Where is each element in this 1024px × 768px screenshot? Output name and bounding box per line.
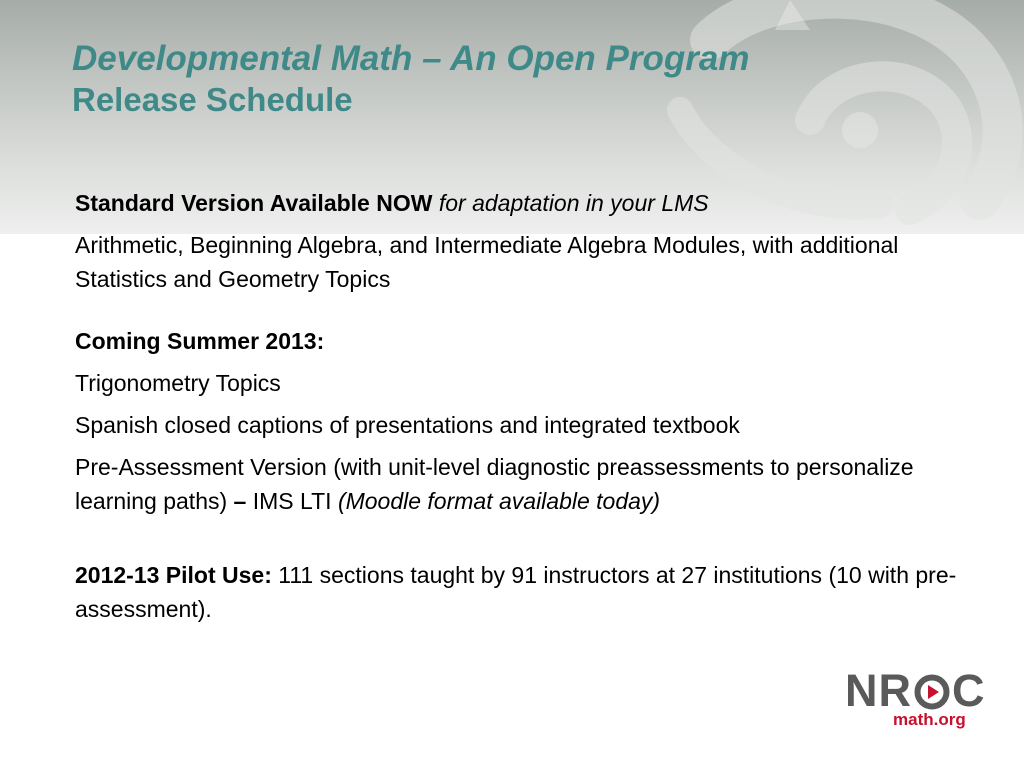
- logo-text-nr: NR: [845, 665, 912, 716]
- standard-heading-italic: for adaptation in your LMS: [438, 190, 709, 216]
- standard-heading-bold: Standard Version Available NOW: [75, 190, 433, 216]
- nroc-logo: [845, 665, 986, 734]
- pre-assessment-lti: IMS LTI: [252, 488, 332, 514]
- title-block: [72, 38, 952, 120]
- pre-assessment-moodle-note: (Moodle format available today): [337, 488, 661, 514]
- pilot-use-text: 111 sections taught by 91 instructors at 27 institutions (10 with pre-assessment).: [75, 562, 957, 622]
- coming-item-trigonometry: Trigonometry Topics: [75, 370, 281, 396]
- pre-assessment-dash: –: [233, 488, 247, 514]
- slide-title: Developmental Math – An Open Program: [72, 39, 750, 78]
- pilot-use-label: 2012-13 Pilot Use:: [75, 562, 272, 588]
- pilot-use-paragraph: [75, 558, 975, 626]
- coming-item-pre-assessment: [75, 450, 975, 518]
- standard-version-body: Arithmetic, Beginning Algebra, and Intermediate Algebra Modules, with additional Statistics and Geometry Topics: [75, 232, 899, 292]
- nroc-wordmark: [845, 665, 986, 716]
- coming-item-spanish-captions: Spanish closed captions of presentations and integrated textbook: [75, 412, 740, 438]
- logo-math-org: math.org: [893, 710, 966, 729]
- pre-assessment-text: Pre-Assessment Version (with unit-level diagnostic preassessments to personalize learning paths): [75, 454, 914, 514]
- coming-heading-text: Coming Summer 2013:: [75, 328, 325, 354]
- logo-play-o-icon: [914, 674, 950, 710]
- coming-summer-heading: [75, 324, 975, 358]
- slide-content: [75, 186, 975, 626]
- logo-text-c: C: [952, 665, 986, 716]
- slide-subtitle: Release Schedule: [72, 81, 353, 118]
- standard-version-heading: [75, 186, 975, 220]
